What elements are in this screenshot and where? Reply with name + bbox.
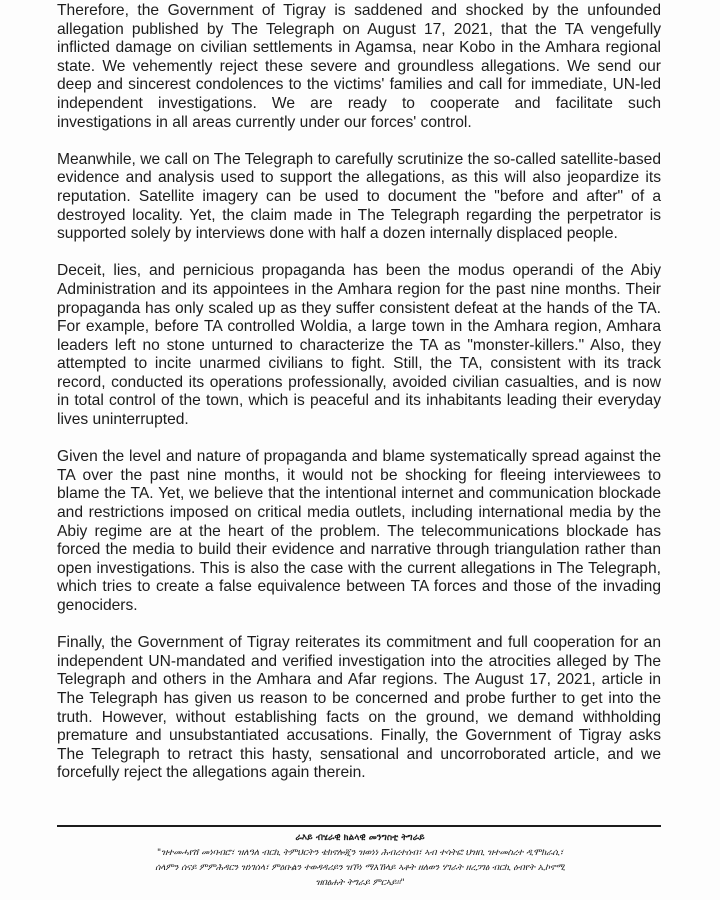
footer-divider <box>57 825 661 827</box>
footer-vision <box>40 831 680 891</box>
statement-body <box>57 2 661 783</box>
footer-heading: ራእይ ብሄራዊ ክልላዊ መንግስቲ ትግራይ <box>295 833 425 843</box>
paragraph-blockade: Given the level and nature of propaganda and blame systematically spread against the TA over the past nine months, it would not be shocking for fleeing interviewees to blame the TA. Yet, we believe that the intentional internet and communication blockade and restrictions imposed on critical media outlets, including international media by the Abiy regime are at the heart of the problem. The telecommunications blockade has forced the media to build their evidence and narrative through triangulation rather than open investigations. This is also the case with the current allegations in The Telegraph, which tries to create a false equivalence between TA forces and those of the invading genociders. <box>57 448 661 614</box>
paragraph-satellite-evidence: Meanwhile, we call on The Telegraph to carefully scrutinize the so-called satellite-based evidence and analysis used to support the allegations, as this will also jeopardize its reputation. Satellite imagery can be used to document the "before and after" of a destroyed locality. Yet, the claim made in The Telegraph regarding the perpetrator is supported solely by interviews done with half a dozen internally displaced people. <box>57 150 661 243</box>
footer-quote-line-2: ሰላምን ሰናይ ምምሕዳርን ዝነገሰላ፣ ምዕቡልን ተወዳዳሪይን ዝኾነ ማእኸላይ ኣቶት ዘለወን ሃገራት ዘረጋገፅ ብርኪ ዕብየት ኢኮኖሚ <box>155 863 565 873</box>
footer-quote-line-1: "ዝተመሓየሸ መነባብሮ፣ ዝለዓለ ብርኪ ትምህርትን ቴክኖሎጂን ዝወነነ ሕብረተሰብ፣ ኣብ ተሳትፎ ህዝቢ ዝተመስረተ ዲሞክራሲ፣ <box>156 848 564 858</box>
paragraph-conclusion: Finally, the Government of Tigray reiterates its commitment and full cooperation for an independent UN-mandated and verified investigation into the atrocities alleged by The Telegraph and others in the Amhara and Afar regions. The August 17, 2021, article in The Telegraph has given us reason to be concerned and probe further to get into the truth. However, without establishing facts on the ground, we demand withholding premature and unsubstantiated accusations. Finally, the Government of Tigray asks The Telegraph to retract this hasty, sensational and uncorroborated article, and we forcefully reject the allegations again therein. <box>57 634 661 782</box>
footer-quote-line-3: ዝበፅሐት ትግራይ ምርኣይ።" <box>315 878 405 888</box>
paragraph-propaganda: Deceit, lies, and pernicious propaganda has been the modus operandi of the Abiy Administration and its appointees in the Amhara region for the past nine months. Their propaganda has only scaled up as they suffer consistent defeat at the hands of the TA. For example, before TA controlled Woldia, a large town in the Amhara region, Amhara leaders left no stone unturned to characterize the TA as "monster-killers." Also, they attempted to incite unarmed civilians to fight. Still, the TA, consistent with its track record, conducted its operations professionally, avoided civilian casualties, and is now in total control of the town, which is peaceful and its inhabitants leading their everyday lives uninterrupted. <box>57 262 661 429</box>
paragraph-condolences: Therefore, the Government of Tigray is saddened and shocked by the unfounded allegation published by The Telegraph on August 17, 2021, that the TA vengefully inflicted damage on civilian settlements in Agamsa, near Kobo in the Amhara regional state. We vehemently reject these severe and groundless allegations. We send our deep and sincerest condolences to the victims' families and call for immediate, UN-led independent investigations. We are ready to cooperate and facilitate such investigations in all areas currently under our forces' control. <box>57 2 661 131</box>
